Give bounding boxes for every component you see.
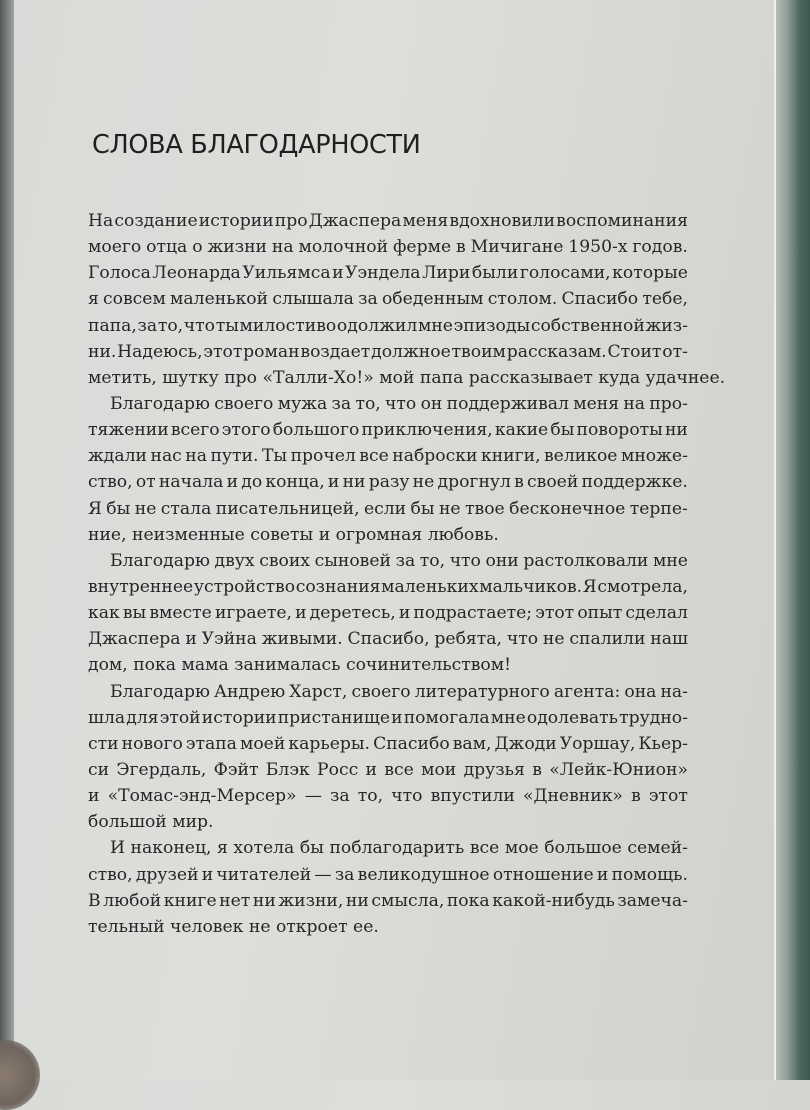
word: нового: [121, 733, 183, 754]
word: наконец,: [130, 838, 212, 859]
word: ство,: [88, 864, 133, 885]
word: какой-нибудь: [492, 890, 615, 911]
word: на: [623, 393, 646, 414]
line-text: метить, шутку про «Талли-Хо!» мой папа рассказывает куда удачнее.: [88, 367, 726, 388]
word: все: [359, 446, 389, 467]
word: папа,: [88, 315, 137, 336]
word: множе-: [620, 446, 688, 467]
word: трудно-: [619, 707, 688, 728]
word: воспоминания: [556, 211, 688, 231]
word: книге: [163, 890, 217, 911]
word: Благодарю: [110, 681, 210, 702]
word: ни: [252, 890, 276, 911]
word: поблагодарить: [329, 838, 465, 859]
word: своих: [259, 550, 310, 571]
word: за: [395, 550, 416, 571]
word: Фэйт: [213, 759, 259, 780]
word: все: [469, 838, 500, 859]
word: большого: [272, 420, 360, 441]
word: отца: [146, 237, 188, 258]
word: то,: [357, 786, 384, 807]
word: ферме: [392, 237, 452, 258]
word: в: [631, 786, 641, 807]
word: Уоршау,: [559, 733, 636, 754]
word: были: [471, 263, 519, 284]
word: не: [412, 472, 435, 493]
word: моей: [239, 733, 286, 754]
word: Харст,: [289, 681, 348, 702]
word: Надеюсь,: [117, 341, 203, 362]
word: они: [485, 550, 519, 571]
word: сти: [88, 733, 119, 754]
word: как: [88, 603, 120, 624]
word: он: [420, 393, 443, 414]
word: и: [88, 786, 100, 807]
text-line: [88, 600, 688, 626]
word: она: [624, 681, 657, 702]
text-line: [88, 679, 688, 705]
word: о: [192, 237, 203, 258]
acknowledgements-text: [88, 208, 726, 940]
word: помощь.: [611, 864, 688, 885]
word: воздает: [300, 341, 371, 362]
word: в: [532, 759, 542, 780]
word: Благодарю: [110, 393, 210, 414]
word: Эгердаль,: [116, 759, 207, 780]
word: мужа: [277, 393, 328, 414]
text-line: [88, 391, 688, 417]
word: рассказам.: [506, 341, 607, 362]
word: этапа: [185, 733, 237, 754]
word: жизни,: [278, 890, 344, 911]
word: «Томас-энд-Мерсер»: [107, 786, 297, 807]
word: истории: [201, 707, 277, 728]
word: замеча-: [617, 890, 688, 911]
word: и: [295, 603, 307, 624]
word: Благодарю: [110, 550, 210, 571]
word: ни: [342, 472, 366, 493]
word: не: [134, 498, 157, 519]
word: сделал: [625, 603, 688, 624]
word: Джаспера: [308, 211, 402, 231]
word: бы: [410, 498, 435, 519]
word: ребята,: [434, 629, 502, 650]
word: и: [185, 629, 197, 650]
word: литературного: [414, 681, 550, 702]
word: бесконечное: [509, 498, 626, 519]
word: обеденным: [381, 289, 484, 310]
line-text: ние, неизменные советы и огромная любовь.: [88, 524, 499, 545]
text-line: [88, 522, 688, 548]
word: столом.: [487, 289, 558, 310]
word: которые: [612, 263, 688, 284]
text-line: [88, 469, 688, 495]
word: что: [506, 629, 539, 650]
word: этот: [203, 341, 243, 362]
word: на: [271, 237, 294, 258]
word: маленькой: [170, 289, 269, 310]
word: спалили: [569, 629, 646, 650]
word: не: [438, 498, 461, 519]
word: писательницей,: [215, 498, 360, 519]
word: мне: [417, 315, 453, 336]
word: нет: [219, 890, 251, 911]
word: Спасибо,: [347, 629, 430, 650]
word: совсем: [103, 289, 166, 310]
text-line: [88, 835, 688, 861]
word: все: [384, 759, 414, 780]
word: дрогнул: [437, 472, 511, 493]
word: агента:: [553, 681, 621, 702]
word: этой: [159, 707, 201, 728]
word: Уэндела: [345, 263, 421, 284]
word: меня: [402, 211, 449, 231]
word: —: [314, 864, 332, 885]
word: одолжил: [336, 315, 418, 336]
word: «Лейк-Юнион»: [549, 759, 688, 780]
word: ждали: [88, 446, 148, 467]
word: если: [363, 498, 407, 519]
word: что: [385, 393, 417, 414]
word: то,: [355, 393, 381, 414]
text-line: [88, 260, 688, 286]
word: и: [596, 864, 609, 885]
word: вместе: [149, 603, 212, 624]
word: Кьер-: [638, 733, 688, 754]
word: пока: [446, 890, 490, 911]
word: бы: [299, 838, 324, 859]
word: я: [88, 289, 99, 310]
word: Стоит: [607, 341, 662, 362]
word: бы: [106, 498, 131, 519]
word: и: [327, 472, 340, 493]
word: растолковали: [523, 550, 649, 571]
word: живыми.: [261, 629, 343, 650]
text-line: [88, 574, 688, 600]
word: Мичигане: [470, 237, 564, 258]
word: Леонарда: [152, 263, 241, 284]
word: собственной: [530, 315, 645, 336]
word: Голоса: [88, 263, 151, 284]
word: что: [449, 550, 481, 571]
word: про-: [649, 393, 688, 414]
word: жизни: [207, 237, 267, 258]
word: и: [332, 263, 344, 284]
word: меня: [573, 393, 620, 414]
word: на: [185, 446, 207, 467]
word: в: [514, 472, 524, 493]
text-line: [88, 339, 688, 365]
word: и: [201, 864, 214, 885]
word: карьеры.: [288, 733, 371, 754]
word: и: [226, 472, 239, 493]
word: про: [274, 211, 308, 231]
word: до: [241, 472, 263, 493]
text-line: [88, 862, 688, 888]
word: Блэк: [265, 759, 310, 780]
word: повороты: [576, 420, 663, 441]
word: истории: [198, 211, 274, 231]
line-text: большой мир.: [88, 812, 214, 833]
word: большое: [544, 838, 622, 859]
word: начала: [158, 472, 224, 493]
text-line: [88, 783, 688, 809]
word: Уильямса: [242, 263, 331, 284]
word: конца,: [265, 472, 325, 493]
word: за: [330, 786, 350, 807]
word: Я: [88, 498, 102, 519]
text-line: [88, 313, 688, 339]
word: си: [88, 759, 110, 780]
word: то,: [157, 315, 184, 336]
word: мне: [652, 550, 688, 571]
text-line: [88, 914, 688, 940]
text-line: [88, 705, 688, 731]
word: слышала: [272, 289, 354, 310]
word: роман: [243, 341, 300, 362]
word: ты: [215, 315, 239, 336]
word: этого: [221, 420, 271, 441]
word: впустили: [430, 786, 515, 807]
word: пристанище: [277, 707, 391, 728]
word: тяжении: [88, 420, 169, 441]
word: этот: [648, 786, 688, 807]
word: за: [137, 315, 158, 336]
word: ни.: [88, 341, 117, 362]
text-line: [88, 757, 688, 783]
text-line: [88, 365, 726, 391]
text-line: [88, 888, 688, 914]
text-line: [88, 417, 688, 443]
word: семей-: [627, 838, 688, 859]
word: не: [542, 629, 565, 650]
word: друзья: [463, 759, 525, 780]
word: своей: [527, 472, 579, 493]
word: мои: [421, 759, 457, 780]
word: голосами,: [519, 263, 611, 284]
text-line: [88, 809, 688, 835]
word: В: [88, 890, 101, 911]
word: своего: [351, 681, 411, 702]
word: ни: [345, 890, 369, 911]
chapter-title: СЛОВА БЛАГОДАРНОСТИ: [92, 130, 421, 160]
word: какие: [494, 420, 549, 441]
word: вдохновили: [449, 211, 556, 231]
word: терпе-: [629, 498, 688, 519]
word: приключения,: [361, 420, 493, 441]
line-text: тельный человек не откроет ее.: [88, 916, 379, 937]
word: вы: [122, 603, 147, 624]
book-page-edge: [776, 0, 810, 1080]
text-line: [88, 234, 688, 260]
word: бы: [550, 420, 575, 441]
text-line: [88, 286, 688, 312]
word: годов.: [632, 237, 688, 258]
word: помогала: [403, 707, 490, 728]
word: прочел: [290, 446, 356, 467]
word: от-: [662, 341, 688, 362]
word: книги,: [480, 446, 541, 467]
word: за: [331, 393, 352, 414]
word: И: [110, 838, 125, 859]
word: молочной: [298, 237, 389, 258]
word: и: [391, 707, 403, 728]
word: моего: [88, 237, 142, 258]
word: пути.: [210, 446, 259, 467]
word: всего: [170, 420, 220, 441]
word: двух: [214, 550, 255, 571]
word: мне: [490, 707, 526, 728]
word: подрастаете;: [413, 603, 533, 624]
word: и: [365, 759, 377, 780]
word: Джаспера: [88, 629, 181, 650]
word: сознания: [295, 576, 381, 597]
word: Андрею: [214, 681, 286, 702]
word: милостиво: [239, 315, 337, 336]
word: на-: [660, 681, 688, 702]
word: Уэйна: [201, 629, 257, 650]
word: стала: [160, 498, 212, 519]
word: тебе,: [642, 289, 688, 310]
word: —: [304, 786, 322, 807]
word: Спасибо: [561, 289, 639, 310]
word: этот: [535, 603, 575, 624]
word: любой: [103, 890, 162, 911]
word: ни: [664, 420, 688, 441]
word: друзей: [135, 864, 199, 885]
word: разу: [368, 472, 410, 493]
text-line: [88, 548, 688, 574]
word: «Дневник»: [522, 786, 623, 807]
word: деретесь,: [309, 603, 396, 624]
word: читателей: [216, 864, 312, 885]
word: смотрела,: [597, 576, 688, 597]
word: смысла,: [371, 890, 445, 911]
word: На: [88, 211, 114, 231]
word: от: [135, 472, 156, 493]
word: за: [358, 289, 378, 310]
word: маленьких: [381, 576, 479, 597]
word: поддерживал: [446, 393, 569, 414]
word: наш: [650, 629, 688, 650]
line-text: дом, пока мама занималась сочинительством!: [88, 655, 512, 676]
word: и: [398, 603, 411, 624]
word: одолевать: [526, 707, 619, 728]
word: Ты: [261, 446, 288, 467]
word: Джоди: [494, 733, 557, 754]
word: великое: [544, 446, 618, 467]
word: внутреннее: [88, 576, 194, 597]
word: устройство: [193, 576, 296, 597]
word: Росс: [317, 759, 359, 780]
word: твое: [465, 498, 505, 519]
word: играете,: [214, 603, 292, 624]
word: хотела: [233, 838, 295, 859]
word: сыновей: [314, 550, 391, 571]
text-line: [88, 731, 688, 757]
word: создание: [114, 211, 198, 231]
text-line: [88, 626, 688, 652]
word: в: [456, 237, 466, 258]
word: Спасибо: [373, 733, 450, 754]
word: должное: [371, 341, 451, 362]
word: великодушное: [357, 864, 490, 885]
word: опыт: [577, 603, 623, 624]
word: я: [217, 838, 228, 859]
word: отношение: [492, 864, 594, 885]
word: Я: [582, 576, 597, 597]
word: ство,: [88, 472, 133, 493]
word: что: [183, 315, 216, 336]
word: шла: [88, 707, 126, 728]
word: поддержке.: [581, 472, 688, 493]
text-line: [88, 443, 688, 469]
word: мое: [504, 838, 539, 859]
word: твоим: [451, 341, 506, 362]
text-line: [88, 652, 688, 678]
word: то,: [419, 550, 446, 571]
word: эпизоды: [453, 315, 531, 336]
word: мальчиков.: [479, 576, 583, 597]
word: для: [126, 707, 159, 728]
word: за: [334, 864, 355, 885]
word: своего: [214, 393, 274, 414]
word: 1950-х: [568, 237, 628, 258]
word: что: [391, 786, 423, 807]
text-line: [88, 208, 688, 234]
word: Лири: [422, 263, 471, 284]
word: наброски: [392, 446, 478, 467]
word: нас: [150, 446, 182, 467]
word: вам,: [452, 733, 492, 754]
text-line: [88, 496, 688, 522]
word: жиз-: [645, 315, 688, 336]
